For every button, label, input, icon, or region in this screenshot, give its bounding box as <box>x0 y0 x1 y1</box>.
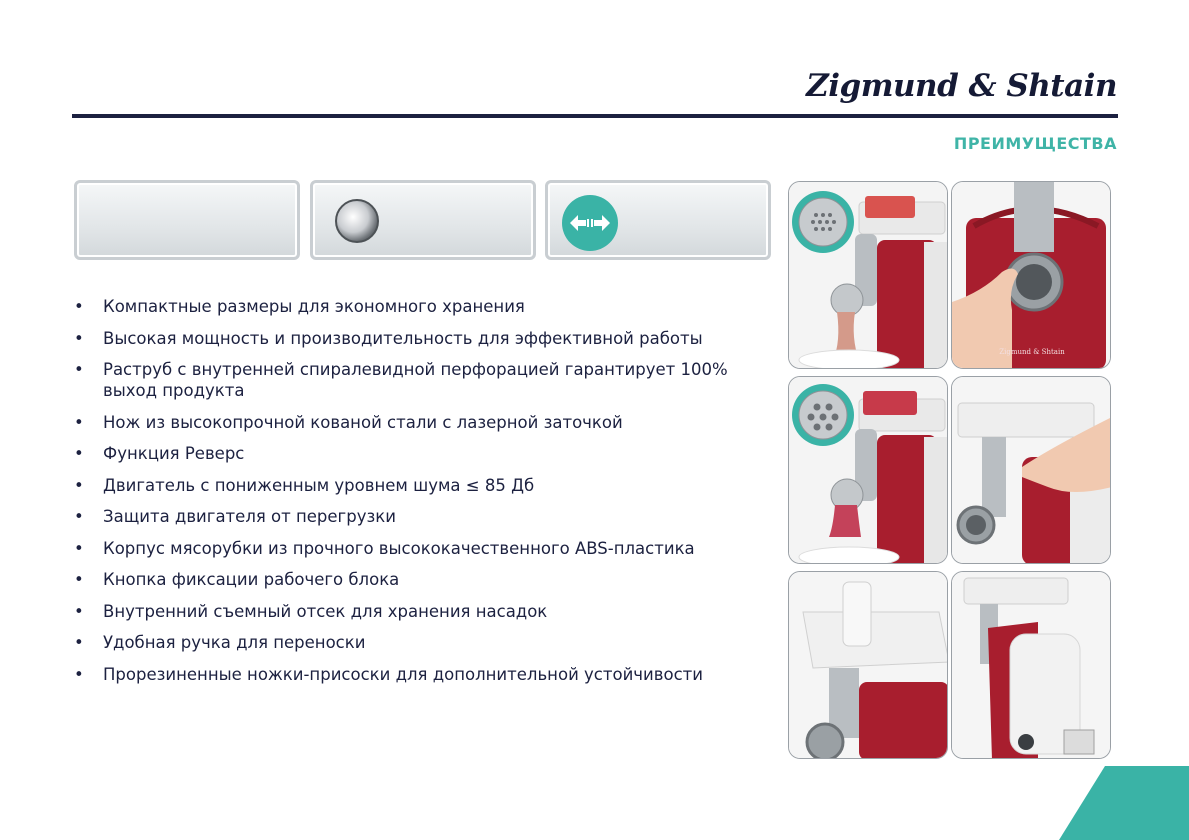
bullet: • <box>74 664 84 684</box>
feature-item <box>74 296 764 317</box>
feature-item <box>74 412 764 433</box>
bullet: • <box>74 360 84 379</box>
feature-item <box>74 506 764 527</box>
feature-item <box>74 443 764 464</box>
bullet: • <box>74 412 84 432</box>
feature-text: Высокая мощность и производительность для эффективной работы <box>103 328 703 348</box>
feature-tile-disc <box>310 180 536 260</box>
feature-text: Внутренний съемный отсек для хранения насадок <box>103 601 548 621</box>
bullet: • <box>74 297 84 316</box>
photo-mincing-coarse <box>788 376 948 564</box>
header-divider <box>72 114 1118 118</box>
bullet: • <box>74 328 84 348</box>
feature-item <box>74 569 764 590</box>
photo-mincing-fine <box>788 181 948 369</box>
feature-text: Прорезиненные ножки-присоски для дополнительной устойчивости <box>103 664 704 684</box>
brand-logo: Zigmund & Shtain <box>806 68 1117 104</box>
feature-text: Защита двигателя от перегрузки <box>103 507 396 526</box>
photo-button-lock <box>951 181 1111 369</box>
feature-item <box>74 632 764 653</box>
corner-accent <box>1059 766 1189 840</box>
bullet: • <box>74 633 84 652</box>
feature-text: Удобная ручка для переноски <box>103 633 366 652</box>
product-brand-label: Zigmund & Shtain <box>999 348 1065 356</box>
metal-disc-icon <box>335 199 379 243</box>
feature-text: Кнопка фиксации рабочего блока <box>103 570 400 589</box>
feature-item <box>74 359 764 401</box>
feature-text: Компактные размеры для экономного хранения <box>103 297 525 316</box>
feature-item <box>74 475 764 496</box>
photo-handle <box>951 376 1111 564</box>
bullet: • <box>74 601 84 621</box>
bullet: • <box>74 444 84 463</box>
bullet: • <box>74 538 84 558</box>
photo-storage <box>788 571 948 759</box>
feature-tile-blank <box>74 180 300 260</box>
feature-item <box>74 664 764 685</box>
feature-text: Функция Реверс <box>103 444 245 463</box>
bullet: • <box>74 570 84 589</box>
feature-item <box>74 538 764 559</box>
bullet: • <box>74 475 84 495</box>
bullet: • <box>74 507 84 526</box>
photo-rear <box>951 571 1111 759</box>
feature-list <box>74 296 764 695</box>
feature-text: Корпус мясорубки из прочного высококачественного ABS-пластика <box>103 538 695 558</box>
feature-tile-reverse <box>545 180 771 260</box>
feature-item <box>74 601 764 622</box>
reverse-arrows-icon <box>562 195 618 251</box>
section-title: ПРЕИМУЩЕСТВА <box>953 134 1117 153</box>
feature-text: Двигатель с пониженным уровнем шума ≤ 85 Дб <box>103 475 535 495</box>
feature-item <box>74 328 764 349</box>
feature-text: Нож из высокопрочной кованой стали с лазерной заточкой <box>103 412 623 432</box>
feature-text: Раструб с внутренней спиралевидной перфорацией гарантирует 100% выход продукта <box>103 360 728 400</box>
